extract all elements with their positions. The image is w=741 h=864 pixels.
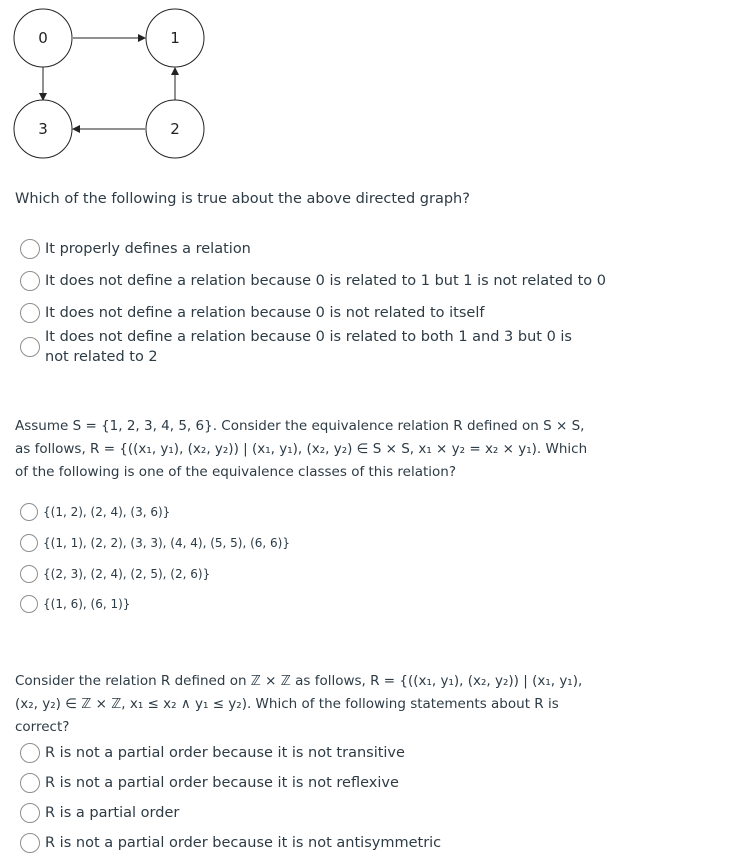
q2-option-1-label: {(1, 2), (2, 4), (3, 6)} [43, 505, 171, 519]
q1-option-2-radio[interactable] [20, 271, 40, 291]
q2-option-2-label: {(1, 1), (2, 2), (3, 3), (4, 4), (5, 5), (6, 6)} [43, 536, 290, 550]
q2-option-3-radio[interactable] [20, 565, 38, 583]
node-label-1: 1 [170, 29, 180, 47]
q1-option-2-label: It does not define a relation because 0 is related to 1 but 1 is not related to 0 [45, 273, 606, 289]
q3-option-1-radio[interactable] [20, 743, 40, 763]
q3-option-4[interactable] [20, 833, 620, 853]
q1-option-3[interactable] [20, 303, 620, 323]
q2-option-1-radio[interactable] [20, 503, 38, 521]
node-label-2: 2 [170, 120, 180, 138]
node-label-3: 3 [38, 120, 48, 138]
q2-option-2-radio[interactable] [20, 534, 38, 552]
question-1-prompt: Which of the following is true about the above directed graph? [15, 191, 470, 207]
q2-option-4-radio[interactable] [20, 595, 38, 613]
q1-option-1[interactable] [20, 239, 620, 259]
q2-option-3-label: {(2, 3), (2, 4), (2, 5), (2, 6)} [43, 567, 211, 581]
node-label-0: 0 [38, 29, 48, 47]
q2-option-4[interactable] [20, 595, 580, 613]
q1-option-2[interactable] [20, 271, 620, 291]
q2-option-4-label: {(1, 6), (6, 1)} [43, 597, 131, 611]
q3-option-2-label: R is not a partial order because it is not reflexive [45, 775, 399, 791]
q3-option-2-radio[interactable] [20, 773, 40, 793]
q2-option-2[interactable] [20, 534, 580, 552]
q3-option-1-label: R is not a partial order because it is not transitive [45, 745, 405, 761]
q3-option-4-label: R is not a partial order because it is not antisymmetric [45, 835, 442, 851]
q3-option-3-label: R is a partial order [45, 805, 180, 821]
q1-option-3-label: It does not define a relation because 0 is not related to itself [45, 305, 485, 321]
q1-option-4[interactable] [20, 327, 600, 367]
q3-option-2[interactable] [20, 773, 620, 793]
q1-option-4-label: It does not define a relation because 0 is related to both 1 and 3 but 0 is not related to 2 [45, 329, 572, 365]
q2-option-3[interactable] [20, 565, 580, 583]
q3-option-3[interactable] [20, 803, 620, 823]
q3-option-4-radio[interactable] [20, 833, 40, 853]
q1-option-1-label: It properly defines a relation [45, 241, 251, 257]
question-3-prompt: Consider the relation R defined on ℤ × ℤ as follows, R = {((x₁, y₁), (x₂, y₂)) | (x₁, y₁), (x₂, y₂) ∈ ℤ × ℤ, x₁ ≤ x₂ ∧ y₁ ≤ y₂). Which of the following statements about R is correct? [15, 673, 583, 735]
question-2-prompt: Assume S = {1, 2, 3, 4, 5, 6}. Consider the equivalence relation R defined on S × S, as follows, R = {((x₁, y₁), (x₂, y₂)) | (x₁, y₁), (x₂, y₂) ∈ S × S, x₁ × y₂ = x₂ × y₁). Which of the following is one of the equivalence classes of this relation? [15, 418, 588, 480]
directed-graph [0, 0, 230, 170]
q1-option-1-radio[interactable] [20, 239, 40, 259]
q1-option-3-radio[interactable] [20, 303, 40, 323]
q3-option-1[interactable] [20, 743, 620, 763]
q2-option-1[interactable] [20, 503, 580, 521]
q1-option-4-radio[interactable] [20, 337, 40, 357]
q3-option-3-radio[interactable] [20, 803, 40, 823]
